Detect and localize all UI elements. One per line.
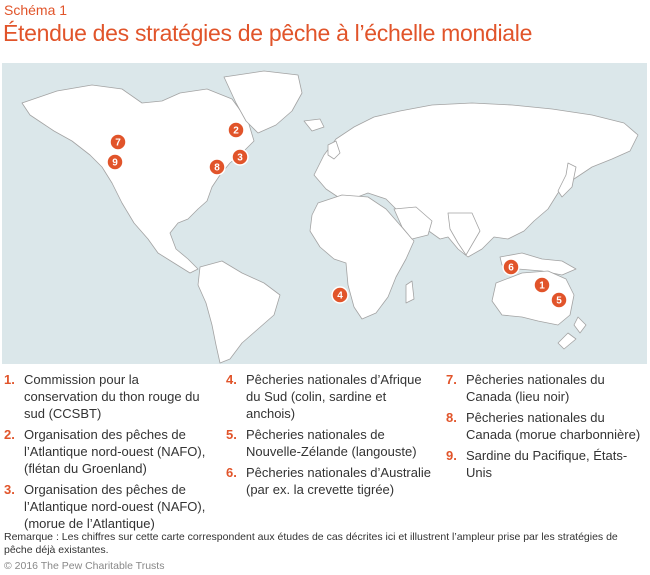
legend-column-2 — [226, 371, 431, 502]
map-marker-label: 6 — [508, 262, 514, 274]
legend-number: 3. — [4, 482, 15, 497]
legend-item-3 — [4, 481, 214, 532]
legend-text: Pêcheries nationales de Nouvelle-Zélande (langouste) — [246, 427, 417, 459]
legend-column-1 — [4, 371, 214, 536]
legend-number: 7. — [446, 372, 457, 387]
south-america-shape — [198, 261, 280, 363]
map-marker-5[interactable] — [551, 292, 567, 308]
map-marker-label: 9 — [112, 157, 118, 169]
legend-text: Commission pour la conservation du thon rouge du sud (CCSBT) — [24, 372, 200, 421]
map-marker-label: 8 — [214, 162, 220, 174]
copyright: © 2016 The Pew Charitable Trusts — [4, 560, 165, 572]
map-marker-8[interactable] — [110, 134, 126, 150]
legend-text: Organisation des pêches de l’Atlantique nord-ouest (NAFO), (flétan du Groenland) — [24, 427, 206, 476]
map-marker-label: 3 — [237, 152, 243, 164]
figure-title: Étendue des stratégies de pêche à l’échelle mondiale — [3, 20, 533, 46]
legend-item-4 — [226, 371, 431, 422]
legend-text: Pêcheries nationales d’Australie (par ex. la crevette tigrée) — [246, 465, 431, 497]
iceland-shape — [304, 119, 324, 131]
map-marker-label: 7 — [115, 137, 121, 149]
map-marker-1[interactable] — [534, 277, 550, 293]
legend-text: Sardine du Pacifique, États-Unis — [466, 448, 628, 480]
map-marker-4[interactable] — [332, 287, 348, 303]
legend-number: 8. — [446, 410, 457, 425]
legend-text: Pêcheries nationales du Canada (morue charbonnière) — [466, 410, 641, 442]
legend-item-7 — [446, 371, 646, 405]
legend-column-3 — [446, 371, 646, 485]
map-marker-3[interactable] — [232, 149, 248, 165]
legend-number: 6. — [226, 465, 237, 480]
map-marker-7[interactable] — [209, 159, 225, 175]
legend-item-6 — [226, 464, 431, 498]
map-marker-label: 1 — [539, 280, 545, 292]
legend-item-1 — [4, 371, 214, 422]
legend-number: 9. — [446, 448, 457, 463]
map-marker-9[interactable] — [107, 154, 123, 170]
legend-number: 1. — [4, 372, 15, 387]
footnote: Remarque : Les chiffres sur cette carte correspondent aux études de cas décrites ici et illustrent l’ampleur prise par les stratégies de pêche déjà existantes. — [4, 531, 618, 556]
legend-item-5 — [226, 426, 431, 460]
madagascar-shape — [406, 281, 414, 303]
map-marker-label: 2 — [233, 125, 239, 137]
legend-number: 2. — [4, 427, 15, 442]
world-map-svg — [2, 63, 647, 364]
legend-text: Pêcheries nationales du Canada (lieu noir) — [466, 372, 605, 404]
map-marker-label: 5 — [556, 295, 562, 307]
figure-kicker: Schéma 1 — [4, 2, 68, 18]
map-marker-2[interactable] — [228, 122, 244, 138]
new-zealand-shape — [574, 317, 586, 333]
legend-text: Pêcheries nationales d’Afrique du Sud (colin, sardine et anchois) — [246, 372, 422, 421]
legend-item-2 — [4, 426, 214, 477]
legend-item-9 — [446, 447, 646, 481]
legend-number: 5. — [226, 427, 237, 442]
world-map — [2, 63, 647, 364]
legend-number: 4. — [226, 372, 237, 387]
legend-text: Organisation des pêches de l’Atlantique nord-ouest (NAFO), (morue de l’Atlantique) — [24, 482, 206, 531]
north-america-shape — [22, 85, 254, 273]
map-marker-6[interactable] — [503, 259, 519, 275]
legend-item-8 — [446, 409, 646, 443]
new-zealand-south-shape — [558, 333, 576, 349]
map-marker-label: 4 — [337, 290, 343, 302]
